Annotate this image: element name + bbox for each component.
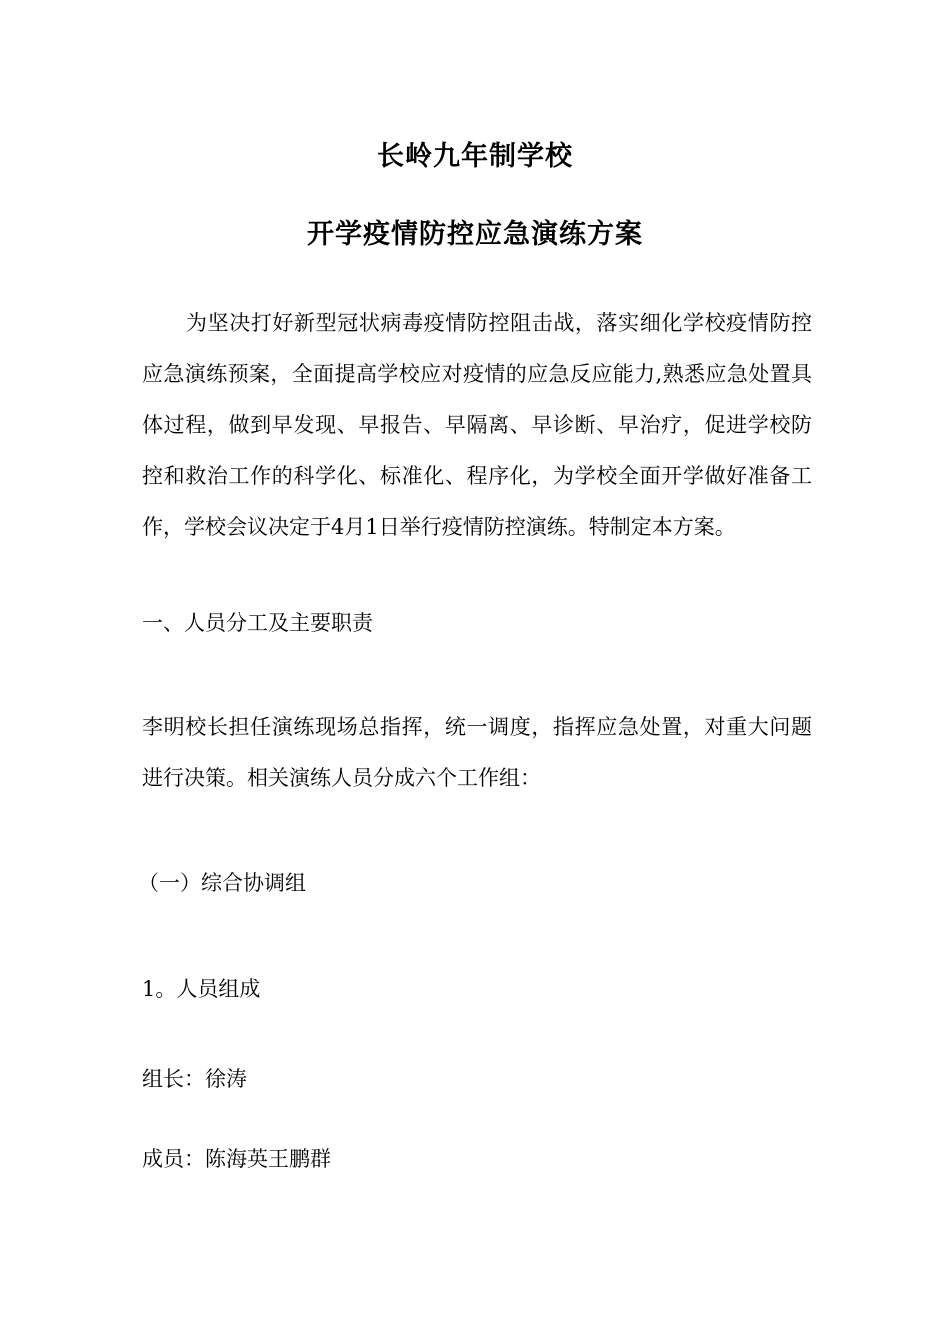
group-leader-line: 组长：徐涛 (142, 1067, 247, 1091)
document-title-school: 长岭九年制学校 (377, 141, 573, 172)
item-heading-composition: 1。人员组成 (142, 977, 261, 1001)
group-heading-coordination: （一）综合协调组 (138, 871, 306, 895)
commander-paragraph: 李明校长担任演练现场总指挥，统一调度，指挥应急处置，对重大问题进行决策。相关演练人员分成六个工作组： (142, 715, 812, 790)
intro-paragraph: 为坚决打好新型冠状病毒疫情防控阻击战，落实细化学校疫情防控应急演练预案，全面提高学校应对疫情的应急反应能力,熟悉应急处置具体过程，做到早发现、早报告、早隔离、早诊断、早治疗，促进学校防控和救治工作的科学化、标准化、程序化，为学校全面开学做好准备工作，学校会议决定于4月1日举行疫情防控演练。特制定本方案。 (142, 311, 812, 539)
document-title-plan: 开学疫情防控应急演练方案 (307, 219, 643, 250)
section-heading-staffing: 一、人员分工及主要职责 (142, 611, 373, 635)
group-members-line: 成员：陈海英王鹏群 (142, 1147, 331, 1171)
